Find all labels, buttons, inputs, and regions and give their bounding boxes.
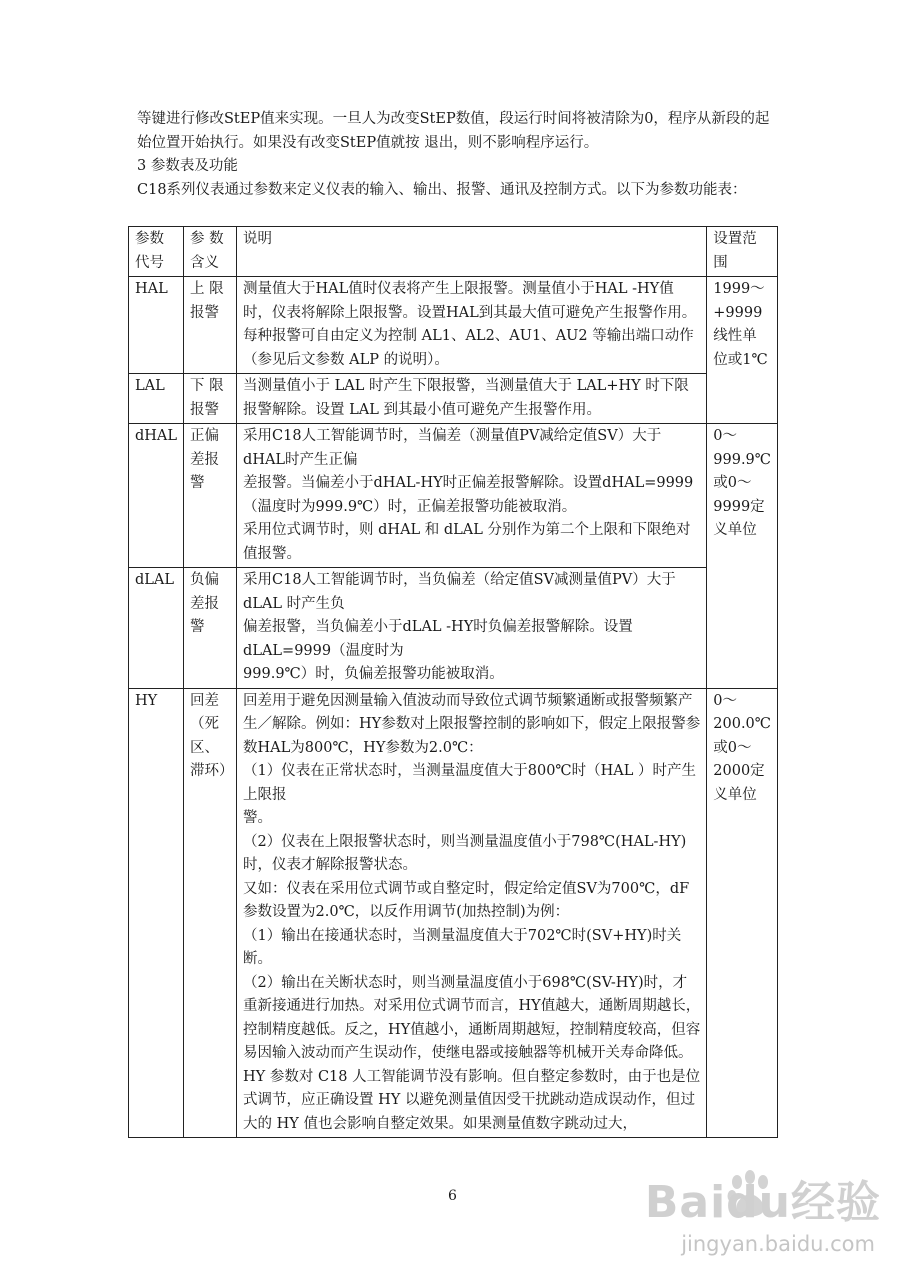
desc-line: 999.9℃）时，负偏差报警功能被取消。: [243, 666, 504, 682]
param-description: [237, 424, 707, 568]
desc-line: 采用位式调节时，则 dHAL 和 dLAL 分别作为第二个上限和下限绝对值报警。: [243, 522, 691, 562]
desc-line: 采用C18人工智能调节时，当偏差（测量值PV减给定值SV）大于dHAL时产生正偏: [243, 428, 662, 468]
table-row: [129, 568, 778, 689]
header-meaning: 参 数含义: [184, 227, 237, 277]
param-meaning: 下 限报警: [184, 374, 237, 424]
desc-line: HY 参数对 C18 人工智能调节没有影响。但自整定参数时，由于也是位式调节，应正确设置 HY 以避免测量值因受干扰跳动造成误动作，但过大的 HY 值也会影响自整定效果。如果测量值数字跳动过大，: [243, 1068, 701, 1132]
param-description: [237, 568, 707, 689]
param-range: 0～999.9℃或0～9999定义单位: [707, 424, 778, 689]
param-meaning: 正偏差报警: [184, 424, 237, 568]
desc-line: 偏差报警，当负偏差小于dLAL -HY时负偏差报警解除。设置dLAL=9999（温度时为: [243, 619, 633, 659]
param-code: dHAL: [129, 424, 184, 568]
desc-line: 又如：仪表在采用位式调节或自整定时，假定给定值SV为700℃，dF参数设置为2.0℃，以反作用调节(加热控制)为例：: [243, 880, 690, 920]
table-row: [129, 374, 778, 424]
desc-line: （2）仪表在上限报警状态时，则当测量温度值小于798℃(HAL-HY)时，仪表才解除报警状态。: [243, 833, 687, 873]
baidu-watermark: [641, 1166, 881, 1266]
desc-line: （2）输出在关断状态时，则当测量温度值小于698℃(SV-HY)时，才重新接通进行加热。对采用位式调节而言，HY值越大，通断周期越长，控制精度越低。反之，HY值越小，通断周期越短，控制精度较高，但容易因输入波动而产生误动作，使继电器或接触器等机械开关寿命降低。: [243, 974, 701, 1061]
param-code: LAL: [129, 374, 184, 424]
desc-line: 采用C18人工智能调节时，当负偏差（给定值SV减测量值PV）大于dLAL 时产生负: [243, 572, 676, 612]
table-row: [129, 688, 778, 1138]
param-meaning: 回差（死区、滞环）: [184, 688, 237, 1138]
header-range: 设置范围: [707, 227, 778, 277]
desc-line: 警。: [243, 810, 273, 826]
table-row: [129, 424, 778, 568]
desc-line: （1）仪表在正常状态时，当测量温度值大于800℃时（HAL ）时产生上限报: [243, 763, 697, 803]
section-heading: 3 参数表及功能: [137, 158, 238, 174]
page-number: 6: [448, 1188, 457, 1204]
watermark-brand: Baidu经验: [644, 1177, 881, 1228]
param-description: [237, 688, 707, 1138]
watermark-url: jingyan.baidu.com: [681, 1232, 875, 1256]
desc-line: （1）输出在接通状态时，当测量温度值大于702℃时(SV+HY)时关断。: [243, 927, 682, 967]
desc-line: 回差用于避免因测量输入值波动而导致位式调节频繁通断或报警频繁产生／解除。例如：HY参数对上限报警控制的影响如下，假定上限报警参数HAL为800℃，HY参数为2.0℃：: [243, 692, 701, 756]
param-code: HY: [129, 688, 184, 1138]
param-meaning: 上 限报警: [184, 277, 237, 374]
param-description: [237, 277, 707, 374]
desc-line: 测量值大于HAL值时仪表将产生上限报警。测量值小于HAL -HY值时，仪表将解除上限报警。设置HAL到其最大值可避免产生报警作用。: [243, 281, 697, 321]
intro-paragraph-1: 等键进行修改StEP值来实现。一旦人为改变StEP数值，段运行时间将被清除为0，程序从新段的起始位置开始执行。如果没有改变StEP值就按 退出，则不影响程序运行。: [137, 111, 770, 151]
header-code: 参数代号: [129, 227, 184, 277]
desc-line: 每种报警可自由定义为控制 AL1、AL2、AU1、AU2 等输出端口动作（参见后文参数 ALP 的说明）。: [243, 328, 694, 368]
intro-text: [137, 108, 777, 202]
desc-line: 差报警。当偏差小于dHAL-HY时正偏差报警解除。设置dHAL=9999（温度时为999.9℃）时，正偏差报警功能被取消。: [243, 475, 694, 515]
param-code: dLAL: [129, 568, 184, 689]
param-description: [237, 374, 707, 424]
param-meaning: 负偏差报警: [184, 568, 237, 689]
parameter-table: [128, 226, 778, 1138]
param-range: 1999～+9999线性单位或1℃: [707, 277, 778, 424]
param-code: HAL: [129, 277, 184, 374]
desc-line: 当测量值小于 LAL 时产生下限报警，当测量值大于 LAL+HY 时下限报警解除。设置 LAL 到其最小值可避免产生报警作用。: [243, 378, 689, 418]
param-range: 0～200.0℃或0～2000定义单位: [707, 688, 778, 1138]
table-header-row: [129, 227, 778, 277]
intro-paragraph-2: C18系列仪表通过参数来定义仪表的输入、输出、报警、通讯及控制方式。以下为参数功能表：: [137, 181, 747, 198]
table-row: [129, 277, 778, 374]
header-description: 说明: [237, 227, 707, 277]
